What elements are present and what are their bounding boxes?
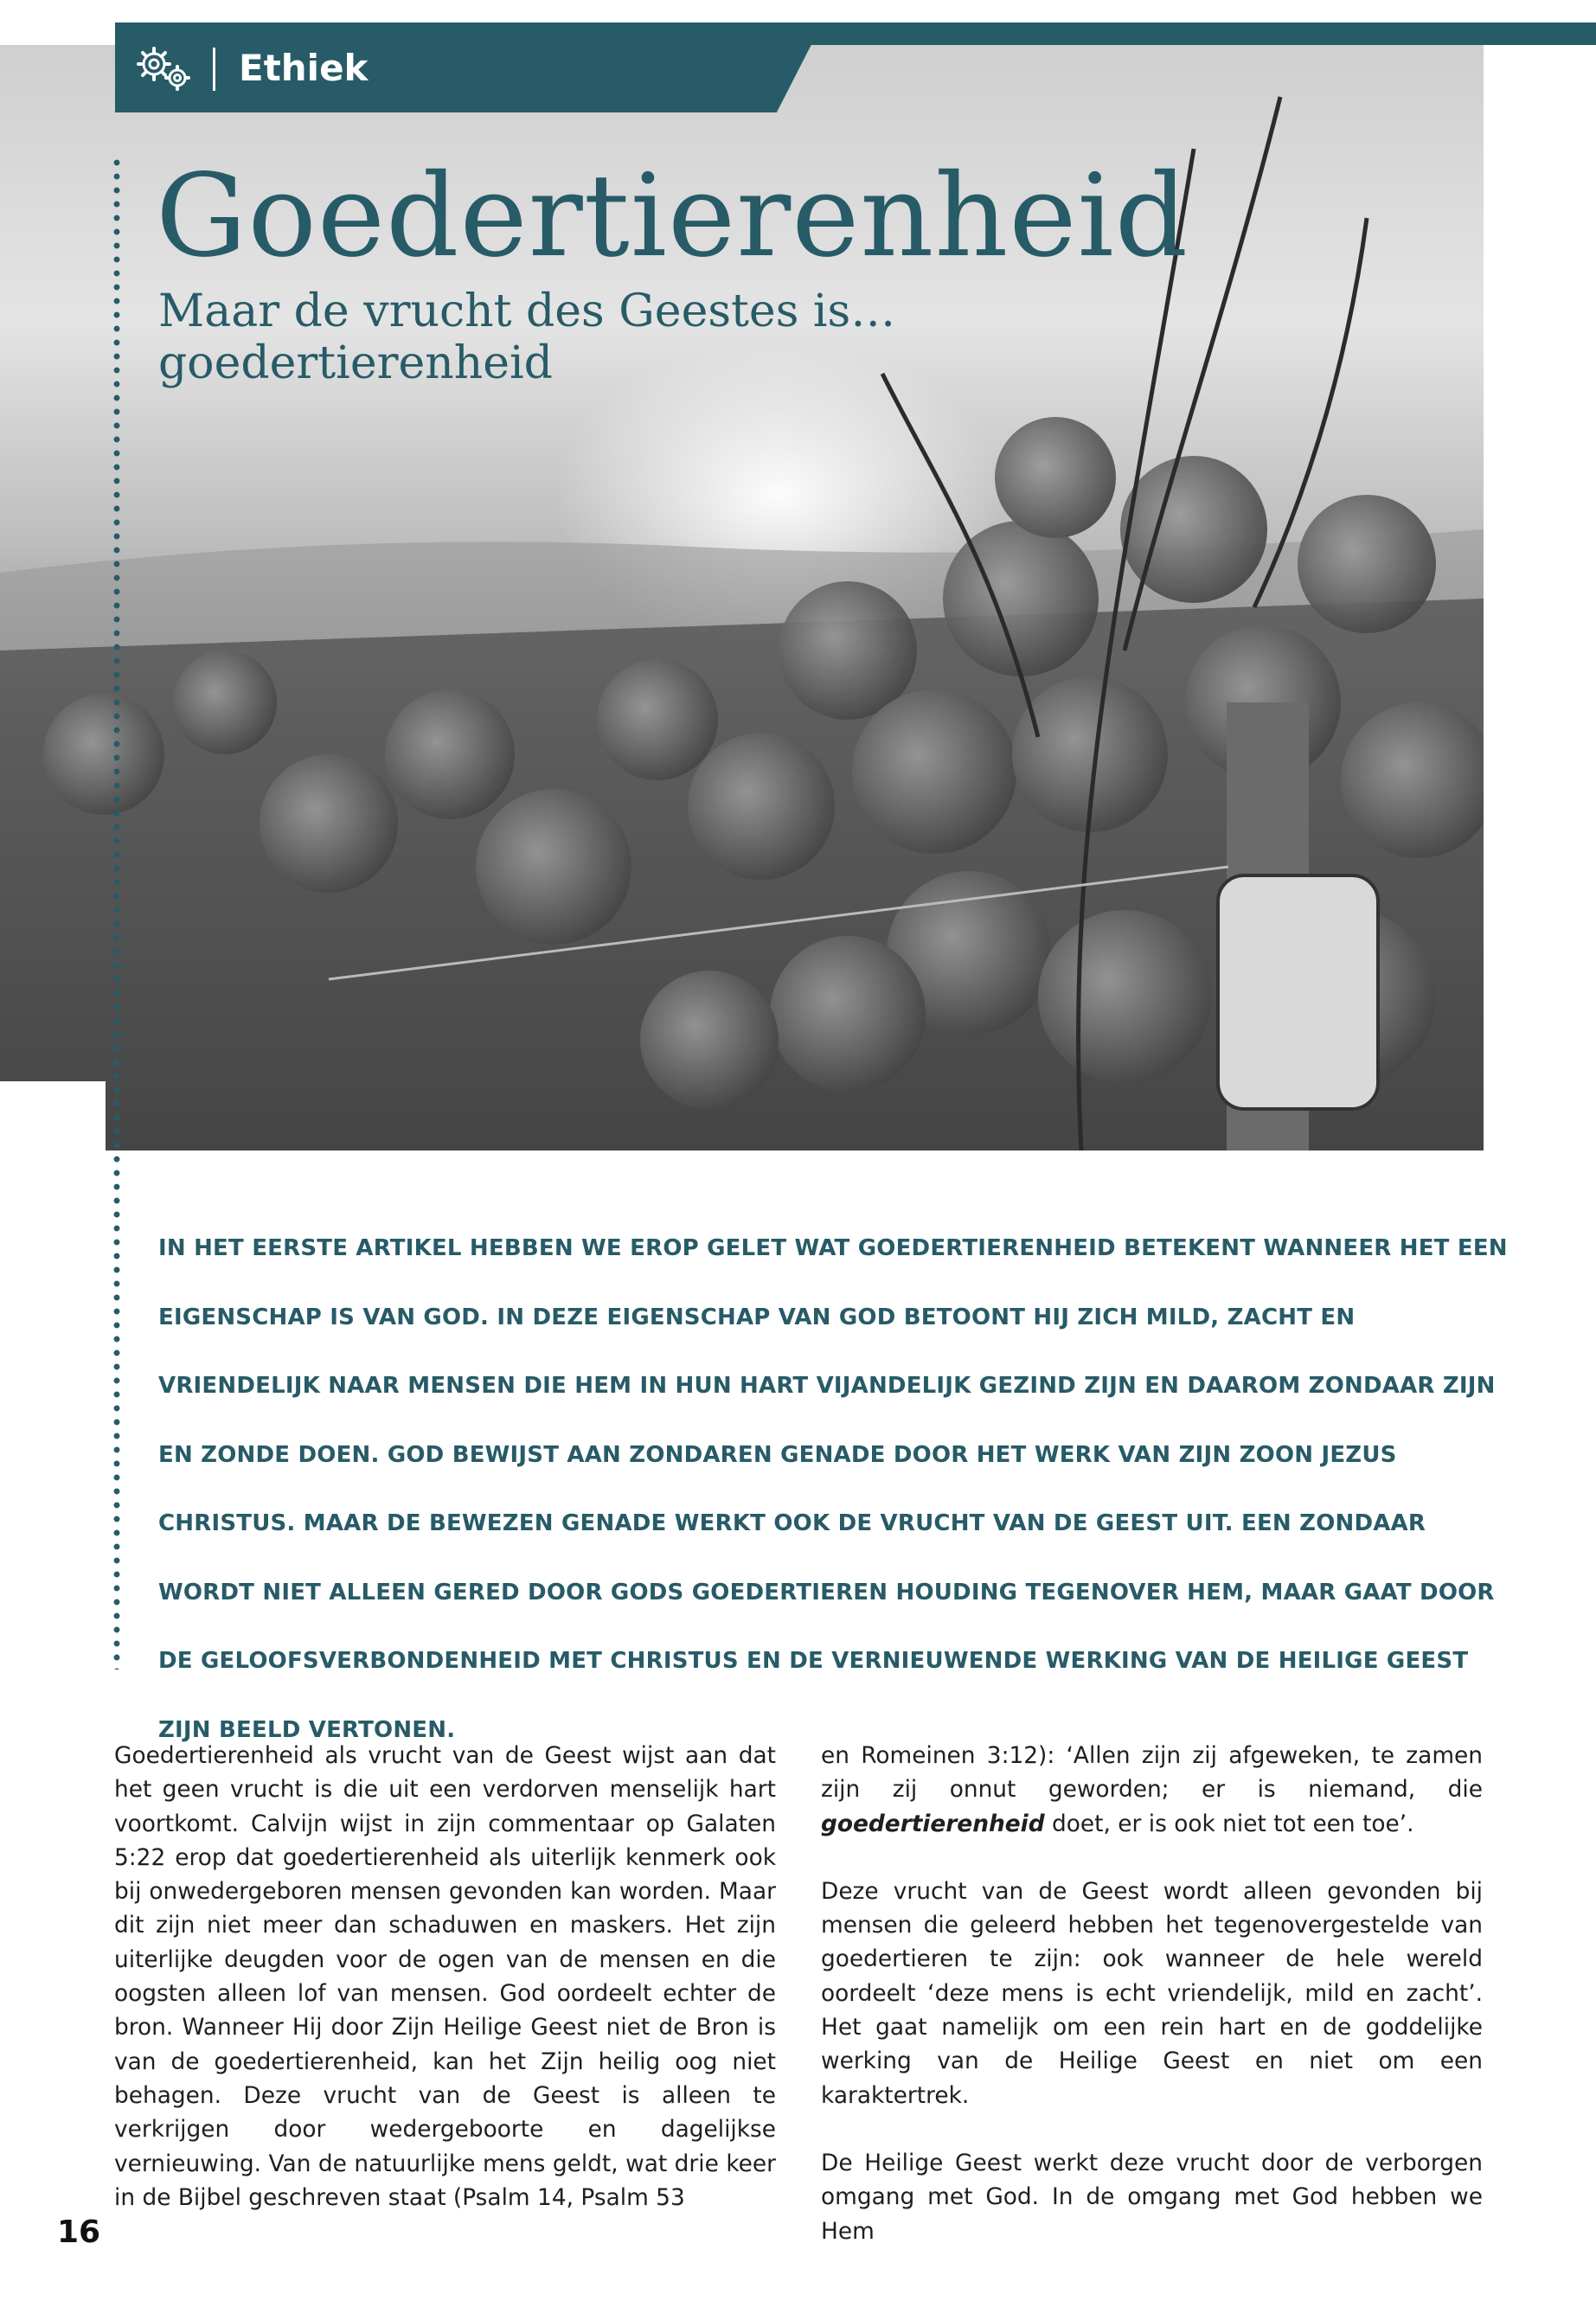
top-accent-bar	[779, 22, 1596, 45]
subtitle-line-2: goedertierenheid	[158, 337, 553, 389]
subtitle-line-1: Maar de vrucht des Geestes is…	[158, 285, 896, 337]
body-column-2	[821, 1739, 1483, 2282]
column-2-paragraph-2: Deze vrucht van de Geest wordt alleen gevonden bij mensen die geleerd hebben het tegenovergestelde van goedertieren te zijn: ook wanneer de hele wereld oordeelt ‘deze mens is echt vriendelijk, mild en zacht’. Het gaat namelijk om een rein hart en de goddelijke werking van de Heilige Geest en niet om een karaktertrek.	[821, 1877, 1483, 2109]
quote-text-after: doet, er is ook niet tot een toe’.	[1044, 1810, 1414, 1837]
page-number: 16	[57, 2214, 101, 2250]
article-subtitle	[158, 285, 937, 389]
column-2-paragraph-1	[821, 1739, 1483, 1841]
section-header-tab	[115, 22, 823, 112]
column-2-paragraph-3: De Heilige Geest werkt deze vrucht door de verborgen omgang met God. In de omgang met God hebben we Hem	[821, 2149, 1483, 2245]
dotted-margin-line	[113, 156, 120, 1670]
article-intro: IN HET EERSTE ARTIKEL HEBBEN WE EROP GELET WAT GOEDERTIERENHEID BETEKENT WANNEER HET EEN EIGENSCHAP IS VAN GOD. IN DEZE EIGENSCHAP VAN GOD BETOONT HIJ ZICH MILD, ZACHT EN VRIENDELIJK NAAR MENSEN DIE HEM IN HUN HART VIJANDELIJK GEZIND ZIJN EN DAAROM ZONDAAR ZIJN EN ZONDE DOEN. GOD BEWIJST AAN ZONDAREN GENADE DOOR HET WERK VAN ZIJN ZOON JEZUS CHRISTUS. MAAR DE BEWEZEN GENADE WERKT OOK DE VRUCHT VAN DE GEEST UIT. EEN ZONDAAR WORDT NIET ALLEEN GERED DOOR GODS GOEDERTIEREN HOUDING TEGENOVER HEM, MAAR GAAT DOOR DE GELOOFSVERBONDENHEID MET CHRISTUS EN DE VERNIEUWENDE WERKING VAN DE HEILIGE GEEST ZIJN BEELD VERTONEN.	[158, 1235, 1508, 1743]
body-column-1	[114, 1739, 776, 2248]
section-label: Ethiek	[239, 47, 369, 89]
gears-icon	[130, 42, 199, 95]
quote-text-before: en Romeinen 3:12): ‘Allen zijn zij afgeweken, te zamen zijn zij onnut geworden; er is niemand, die	[821, 1742, 1483, 1804]
column-1-paragraph: Goedertierenheid als vrucht van de Geest wijst aan dat het geen vrucht is die uit een verdorven menselijk hart voortkomt. Calvijn wijst in zijn commentaar op Galaten 5:22 erop dat goedertierenheid als uiterlijk kenmerk ook bij onwedergeboren mensen gevonden kan worden. Maar dit zijn niet meer dan schaduwen en maskers. Het zijn uiterlijke deugden voor de ogen van de mensen en die oogsten alleen lof van mensen. God oordeelt echter de bron. Wanneer Hij door Zijn Heilige Geest niet de Bron is van de goedertierenheid, kan het Zijn heilig oog niet behagen. Deze vrucht van de Geest is alleen te verkrijgen door wedergeboorte en dagelijkse vernieuwing. Van de natuurlijke mens geldt, wat drie keer in de Bijbel geschreven staat (Psalm 14, Psalm 53	[114, 1742, 776, 2211]
header-separator	[213, 48, 215, 91]
emphasized-word: goedertierenheid	[821, 1810, 1045, 1837]
article-title: Goedertierenheid	[156, 150, 1189, 283]
